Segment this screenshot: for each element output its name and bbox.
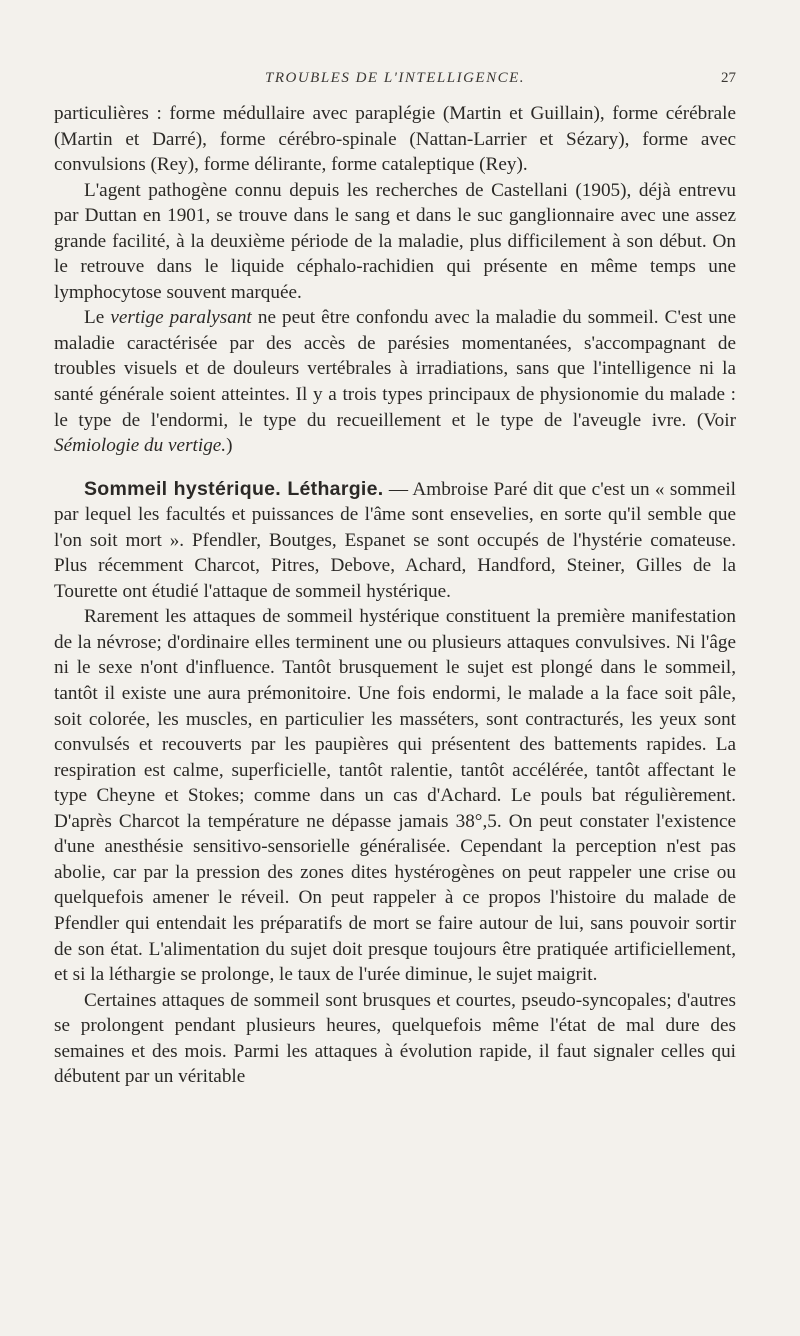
paragraph-attacks: Rarement les attaques de sommeil hystérique constituent la première manifestation de la névrose; d'ordinaire elles terminent une ou plusieurs attaques convulsives. Ni l'âge ni le sexe n'ont d'influence. Tantôt brusquement le sujet est plongé dans le sommeil, tantôt il existe une aura prémonitoire. Une fois endormi, le malade a la face soit pâle, soit colorée, les muscles, en particulier les masséters, sont contracturés, les yeux sont convulsés et recouverts par les paupières qui présentent des battements rapides. La respiration est calme, superficielle, tantôt ralentie, tantôt accélérée, tantôt affectant le type Cheyne et Stokes; comme dans un cas d'Achard. Le pouls bat régulièrement. D'après Charcot la température ne dépasse jamais 38°,5. On peut constater l'existence d'une anesthésie sensitivo-sensorielle généralisée. Cependant la perception n'est pas abolie, car par la pression des zones dites hystérogènes on peut rappeler une crise ou quelquefois amener le réveil. On peut rappeler à ce propos l'histoire du malade de Pfendler qui entendait les préparatifs de mort se faire autour de lui, sans pouvoir sortir de son état. L'alimentation du sujet doit presque toujours être pratiquée artificiellement, et si la léthargie se prolonge, le taux de l'urée diminue, le sujet maigrit. bbox=[54, 606, 736, 986]
body-text bbox=[54, 101, 736, 1090]
running-title: TROUBLES DE L'INTELLIGENCE. bbox=[265, 70, 525, 86]
paragraph-forms: particulières : forme médullaire avec paraplégie (Martin et Guillain), forme cérébrale (Martin et Darré), forme cérébro-spinale (Nattan-Larrier et Sézary), forme avec convulsions (Rey), forme délirante, forme cataleptique (Rey). bbox=[54, 103, 736, 176]
term-vertige-paralysant: vertige paralysant bbox=[110, 307, 252, 329]
paragraph-pathogen: L'agent pathogène connu depuis les recherches de Castellani (1905), déjà entrevu par Duttan en 1901, se trouve dans le sang et dans le suc ganglionnaire avec une assez grande facilité, à la deuxième période de la maladie, plus difficilement à son début. On le retrouve dans le liquide céphalo-rachidien qui présente en même temps une lymphocytose souvent marquée. bbox=[54, 179, 736, 303]
section-intro-text: — Ambroise Paré dit que c'est un « sommeil par lequel les facultés et puissances de l'âme sont ensevelies, en sorte qu'il semble que l'on soit mort ». Pfendler, Boutges, Espanet se sont occupés de l'hystérie comateuse. Plus récemment Charcot, Pitres, Debove, Achard, Handford, Steiner, Gilles de la Tourette ont étudié l'attaque de sommeil hystérique. bbox=[54, 478, 736, 602]
paragraph-attack-types: Certaines attaques de sommeil sont brusques et courtes, pseudo-syncopales; d'autres se prolongent pendant plusieurs heures, quelquefois même l'état de mal dure des semaines et des mois. Parmi les attaques à évolution rapide, il faut signaler celles qui débutent par un véritable bbox=[54, 989, 736, 1088]
paragraph-section-intro bbox=[54, 477, 736, 605]
section-heading: Sommeil hystérique. Léthargie. bbox=[84, 477, 384, 500]
cross-reference: Sémiologie du vertige. bbox=[54, 435, 227, 457]
paragraph-vertige-paralysant bbox=[54, 305, 736, 458]
running-head bbox=[54, 70, 736, 94]
paragraph-lead: Le bbox=[84, 307, 105, 329]
closing-paren: ) bbox=[226, 435, 233, 457]
section-gap bbox=[54, 459, 736, 477]
paragraph-text: ne peut être confondu avec la maladie du sommeil. C'est une maladie caractérisée par des accès de parésies momentanées, s'accompagnant de troubles visuels et de douleurs vertébrales à irradiations, sans que l'intelligence ni la santé générale soient atteintes. Il y a trois types principaux de physionomie du malade : le type de l'endormi, le type du recueillement et le type de l'aveugle ivre. (Voir bbox=[54, 307, 737, 431]
page-number: 27 bbox=[721, 70, 736, 86]
